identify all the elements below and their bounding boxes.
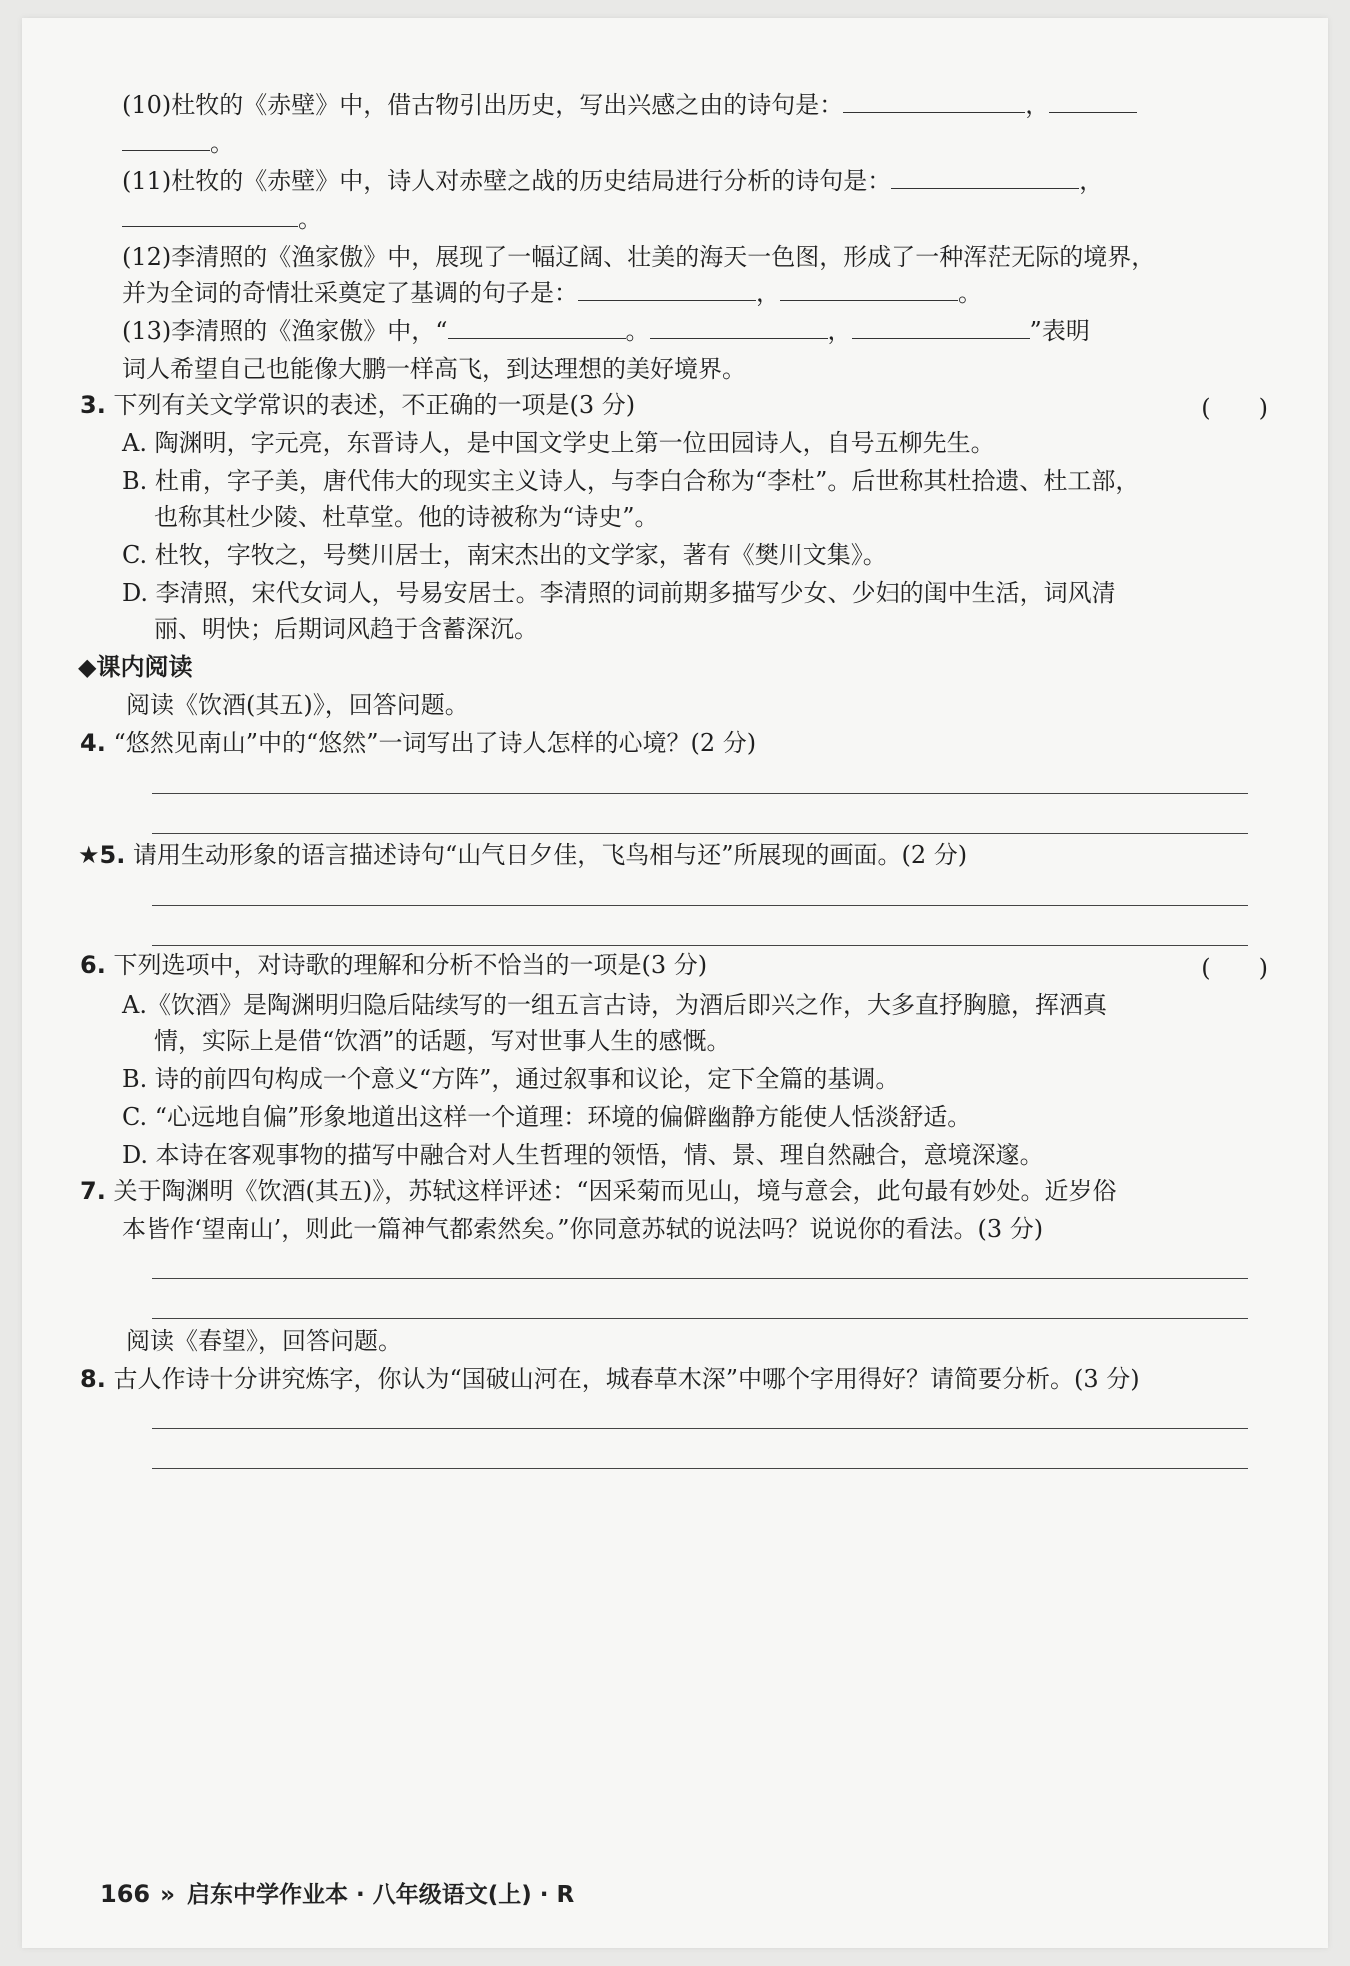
q3-option-d-cont: 丽、明快；后期词风趋于含蓄深沉。 [154,615,538,643]
q8-stem [80,1362,1268,1396]
period: 。 [625,317,650,345]
comma: ， [827,317,852,345]
worksheet-page [22,18,1328,1948]
q3-option-b: B. 杜甫，字子美，唐代伟大的现实主义诗人，与李白合称为“李杜”。后世称其杜拾遗、杜工部， [122,467,1140,495]
answer-line[interactable] [152,1468,1248,1469]
q2-13-line1 [122,314,1268,348]
comma: ， [1025,91,1050,119]
book-title: 启东中学作业本 · 八年级语文(上) · R [186,1882,575,1908]
answer-blank[interactable] [578,276,756,301]
question-number: 7. [80,1177,106,1205]
question-stem: 下列有关文学常识的表述，不正确的一项是(3 分) [113,391,636,419]
period: 。 [298,205,322,233]
page-footer [100,1876,574,1909]
q3-option-b-cont: 也称其杜少陵、杜草堂。他的诗被称为“诗史”。 [154,503,659,531]
q2-12-text-2: 并为全词的奇情壮采奠定了基调的句子是： [122,279,578,307]
q2-12-line1 [122,240,1268,274]
answer-line[interactable] [152,905,1248,906]
q2-11-line2 [122,202,1268,236]
reading-intro: 阅读《饮酒(其五)》，回答问题。 [126,691,469,719]
q2-12-text: (12)李清照的《渔家傲》中，展现了一幅辽阔、壮美的海天一色图，形成了一种浑茫无际的境界， [122,243,1156,271]
q6-option-c: C. “心远地自偏”形象地道出这样一个道理：环境的偏僻幽静方能使人恬淡舒适。 [122,1103,972,1131]
answer-blank[interactable] [1049,88,1137,113]
answer-blank[interactable] [852,314,1030,339]
question-number: 6. [80,951,106,979]
q6-option-b: B. 诗的前四句构成一个意义“方阵”，通过叙事和议论，定下全篇的基调。 [122,1065,900,1093]
period: 。 [958,279,982,307]
q2-13-line2 [122,352,1268,386]
answer-blank[interactable] [650,314,828,339]
answer-line[interactable] [152,793,1248,794]
q6-stem [80,948,1268,982]
q3-option-d: D. 李清照，宋代女词人，号易安居士。李清照的词前期多描写少女、少妇的闺中生活，词风清 [122,579,1116,607]
answer-line[interactable] [152,833,1248,834]
comma: ， [1079,167,1104,195]
q2-12-line2 [122,276,1268,310]
q3-option-c: C. 杜牧，字牧之，号樊川居士，南宋杰出的文学家，著有《樊川文集》。 [122,541,887,569]
question-text: 请用生动形象的语言描述诗句“山气日夕佳，飞鸟相与还”所展现的画面。(2 分) [132,841,968,869]
question-text: 关于陶渊明《饮酒(其五)》，苏轼这样评述：“因采菊而见山，境与意会，此句最有妙处。近岁俗 [113,1177,1117,1205]
answer-line[interactable] [152,1278,1248,1279]
q2-10-line1 [122,88,1268,122]
q3-stem [80,388,1268,422]
q2-11-line1 [122,164,1268,198]
answer-blank[interactable] [891,164,1079,189]
question-text: 古人作诗十分讲究炼字，你认为“国破山河在，城春草木深”中哪个字用得好？请简要分析。(3 分) [113,1365,1140,1393]
answer-blank[interactable] [780,276,958,301]
reading-intro-2: 阅读《春望》，回答问题。 [126,1327,402,1355]
q3-option-a: A. 陶渊明，字元亮，东晋诗人，是中国文学史上第一位田园诗人，自号五柳先生。 [122,429,995,457]
period: 。 [210,129,234,157]
question-text: “悠然见南山”中的“悠然”一词写出了诗人怎样的心境？(2 分) [113,729,757,757]
q7-line1 [80,1174,1268,1208]
page-number: 166 [100,1880,151,1908]
answer-line[interactable] [152,945,1248,946]
q2-10-line2 [122,126,1268,160]
answer-blank[interactable] [843,88,1025,113]
q6-option-a: A.《饮酒》是陶渊明归隐后陆续写的一组五言古诗，为酒后即兴之作，大多直抒胸臆，挥洒真 [122,991,1107,1019]
q4-stem [80,726,1268,760]
q6-option-a-cont: 情，实际上是借“饮酒”的话题，写对世事人生的感慨。 [154,1027,731,1055]
q5-stem [78,838,1268,872]
q6-option-d: D. 本诗在客观事物的描写中融合对人生哲理的领悟，情、景、理自然融合，意境深邃。 [122,1141,1044,1169]
question-number: 4. [80,729,106,757]
q7-line2: 本皆作‘望南山’，则此一篇神气都索然矣。”你同意苏轼的说法吗？说说你的看法。(3 分) [122,1215,1044,1243]
answer-blank[interactable] [448,314,626,339]
q2-10-text: (10)杜牧的《赤壁》中，借古物引出历史，写出兴感之由的诗句是： [122,91,844,119]
question-number: ★5. [78,841,126,869]
answer-line[interactable] [152,1318,1248,1319]
answer-paren[interactable]: ( ) [1201,394,1268,422]
answer-blank[interactable] [122,126,210,151]
question-number: 8. [80,1365,106,1393]
chevron-right-icon: » [160,1882,175,1908]
question-stem: 下列选项中，对诗歌的理解和分析不恰当的一项是(3 分) [113,951,708,979]
section-title: ◆课内阅读 [78,653,193,681]
answer-paren[interactable]: ( ) [1201,954,1268,982]
comma: ， [756,279,780,307]
question-number: 3. [80,391,106,419]
answer-blank[interactable] [122,202,298,227]
q2-11-text: (11)杜牧的《赤壁》中，诗人对赤壁之战的历史结局进行分析的诗句是： [122,167,892,195]
q2-13-end: ”表明 [1029,317,1090,345]
q2-13-text: (13)李清照的《渔家傲》中，“ [122,317,448,345]
q2-13-text-2: 词人希望自己也能像大鹏一样高飞，到达理想的美好境界。 [122,355,746,383]
answer-line[interactable] [152,1428,1248,1429]
